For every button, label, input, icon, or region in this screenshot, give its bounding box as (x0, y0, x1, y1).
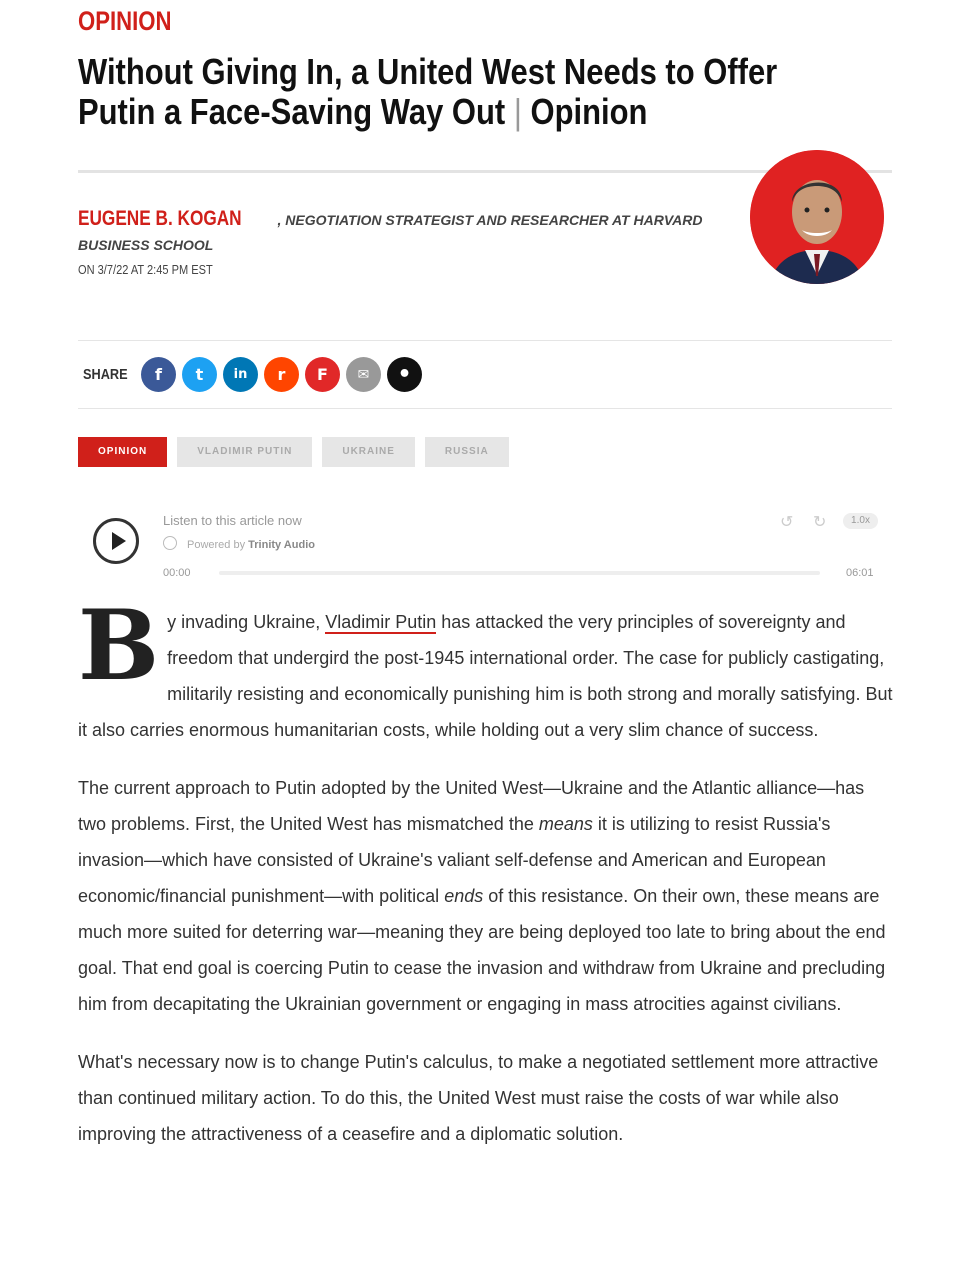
paragraph-text: of this resistance. On their own, these means are much more suited for deterring war—meaning they are being deployed too late to bring about the end goal. That end goal is coercing Putin to cease the invasion and withdraw from Ukraine and precluding him from decapitating the Ukrainian government or engaging in mass atrocities against civilians. (78, 886, 886, 1014)
byline (78, 206, 738, 258)
powered-brand[interactable]: Trinity Audio (248, 539, 315, 551)
audio-title: Listen to this article now (163, 513, 302, 528)
forward-icon[interactable]: ↻ (813, 514, 827, 531)
headline-separator: | (513, 91, 522, 132)
section-label[interactable]: OPINION (78, 6, 172, 36)
share-divider-bottom (78, 408, 892, 409)
author-portrait-icon (750, 150, 884, 284)
headline-suffix: Opinion (530, 91, 648, 132)
comment-icon: • (397, 362, 412, 387)
audio-time-start: 00:00 (163, 567, 191, 579)
trinity-logo-icon (163, 536, 177, 550)
article-body (78, 589, 893, 1174)
drop-cap: B (78, 589, 160, 702)
headline-main: Without Giving In, a United West Needs to Offer Putin a Face-Saving Way Out (78, 51, 778, 132)
facebook-icon: f (155, 365, 162, 384)
audio-powered-by (163, 536, 315, 551)
publish-date: ON 3/7/22 AT 2:45 PM EST (78, 262, 213, 277)
tag-list (78, 437, 519, 467)
play-button[interactable] (93, 518, 139, 564)
flipboard-share-button[interactable] (305, 357, 340, 392)
vladimir-putin-link[interactable]: Vladimir Putin (325, 612, 437, 632)
linkedin-icon: in (233, 367, 248, 382)
email-icon: ✉ (357, 366, 370, 383)
tag-ukraine[interactable]: UKRAINE (322, 437, 415, 467)
comment-button[interactable] (387, 357, 422, 392)
headline (78, 52, 818, 132)
twitter-icon: t (195, 365, 204, 384)
author-name[interactable]: EUGENE B. KOGAN (78, 207, 242, 230)
author-avatar (750, 150, 884, 284)
emphasis-ends: ends (444, 886, 484, 906)
linkedin-share-button[interactable] (223, 357, 258, 392)
tag-opinion[interactable]: OPINION (78, 437, 167, 467)
article-paragraph: What's necessary now is to change Putin's calculus, to make a negotiated settlement more attractive than continued military action. To do this, the United West must raise the costs of war while also improving the attractiveness of a ceasefire and a diplomatic solution. (78, 1052, 879, 1144)
paragraph-text: The current approach to Putin adopted by the United West—Ukraine and the Atlantic alliance—has two problems. First, the United West has mismatched the (78, 778, 865, 834)
playback-speed-button[interactable]: 1.0x (843, 513, 878, 529)
reddit-icon: r (277, 365, 286, 384)
tag-vladimir-putin[interactable]: VLADIMIR PUTIN (177, 437, 312, 467)
powered-prefix: Powered by (187, 539, 246, 551)
share-bar (83, 357, 428, 392)
author-title: , NEGOTIATION STRATEGIST AND RESEARCHER AT HARVARD BUSINESS SCHOOL (78, 212, 703, 253)
article-paragraph (78, 589, 893, 748)
tag-russia[interactable]: RUSSIA (425, 437, 509, 467)
reddit-share-button[interactable] (264, 357, 299, 392)
audio-time-end: 06:01 (846, 567, 874, 579)
share-label: SHARE (83, 366, 128, 383)
email-share-button[interactable] (346, 357, 381, 392)
facebook-share-button[interactable] (141, 357, 176, 392)
audio-player (78, 500, 892, 590)
flipboard-icon: F (317, 365, 328, 384)
paragraph-text: has attacked the very principles of sovereignty and freedom that undergird the post-1945 international order. The case for publicly castigating, militarily resisting and economically punishing him is both strong and morally satisfying. But it also carries enormous humanitarian costs, while holding out a very slim chance of success. (78, 612, 893, 740)
share-divider-top (78, 340, 892, 341)
audio-progress-bar[interactable] (219, 571, 820, 575)
paragraph-text: it is utilizing to resist Russia's invasion—which have consisted of Ukraine's valiant self-defense and American and European economic/financial punishment—with political (78, 814, 831, 906)
rewind-icon[interactable]: ↺ (780, 514, 794, 531)
twitter-share-button[interactable] (182, 357, 217, 392)
paragraph-text: y invading Ukraine, (167, 612, 326, 632)
emphasis-means: means (538, 814, 593, 834)
article-paragraph (78, 770, 893, 1022)
